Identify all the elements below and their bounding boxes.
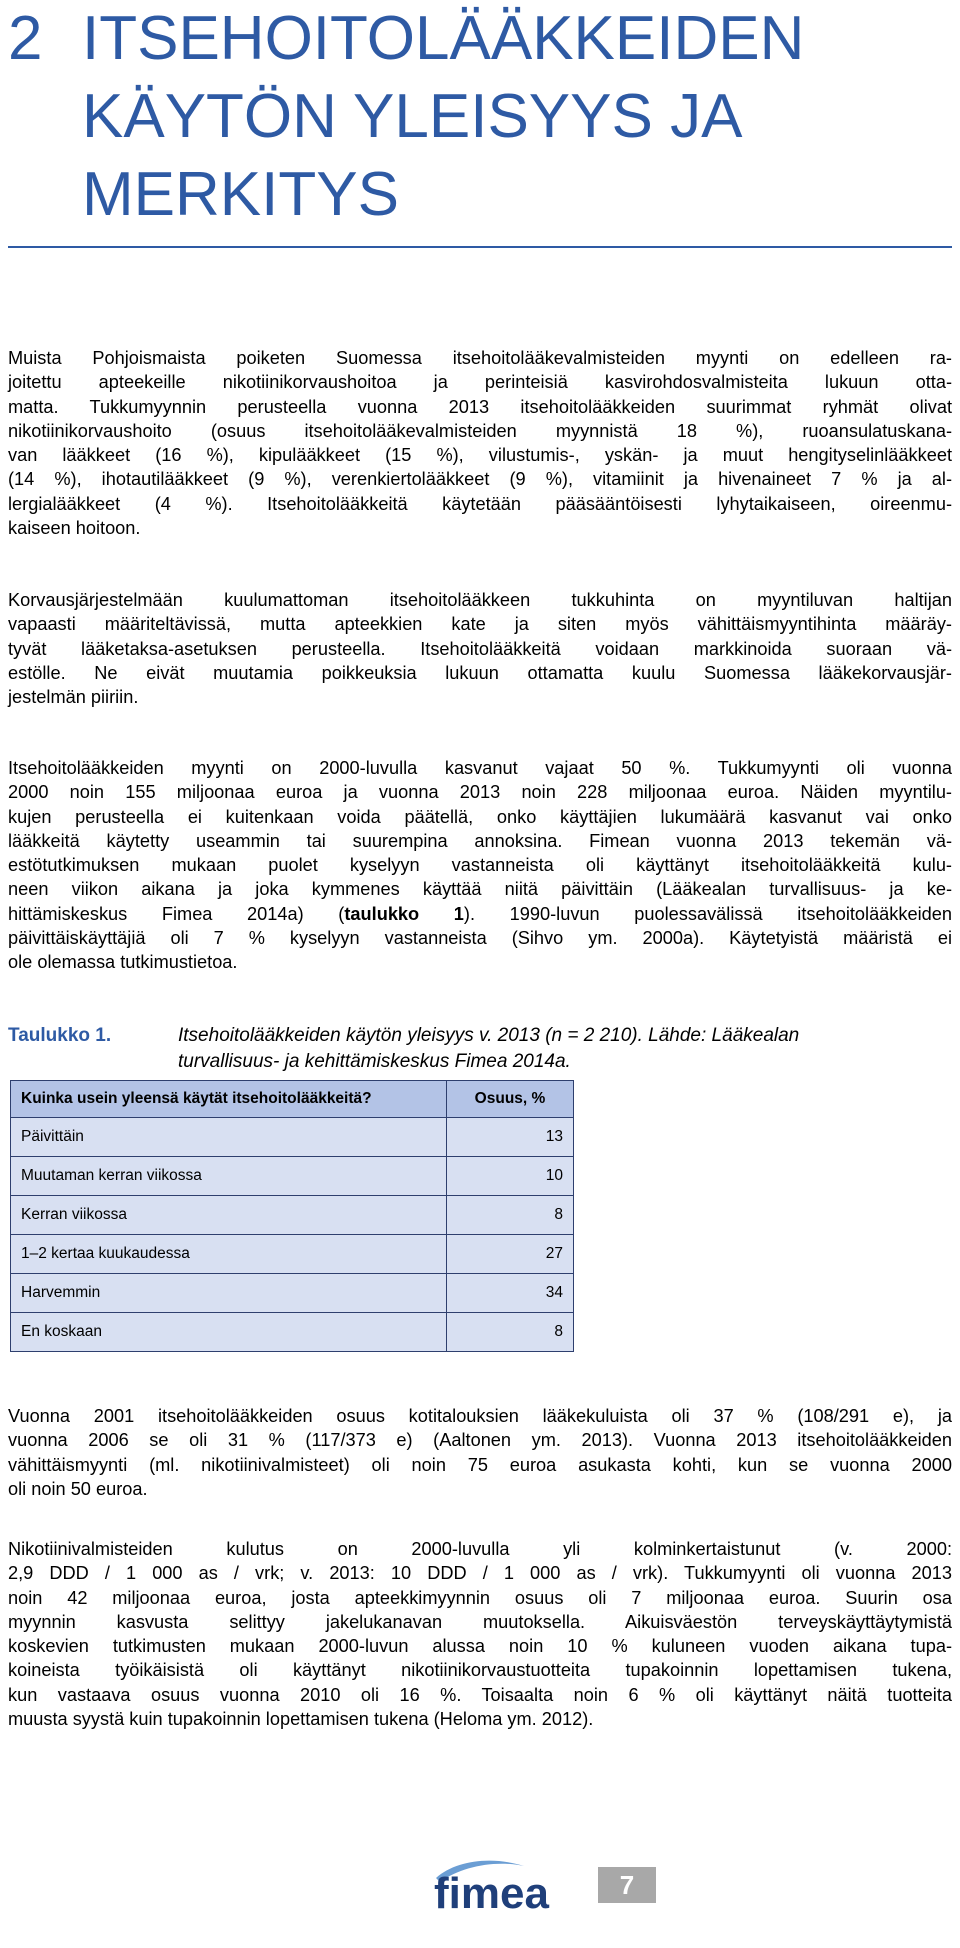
page-number-badge: 7 (598, 1867, 656, 1903)
paragraph-3 (8, 756, 952, 975)
text-line: Nikotiinivalmisteiden kulutus on 2000-luvulla yli kolminkertaistunut (v. 2000: (8, 1539, 952, 1559)
text-line: joitettu apteekeille nikotiinikorvaushoitoa ja perinteisiä kasvirohdosvalmisteita lukuun otta- (8, 372, 952, 393)
table-caption-label: Taulukko 1. (8, 1025, 112, 1046)
text-line: kaiseen hoitoon. (8, 518, 141, 539)
table-cell-label: 1–2 kertaa kuukaudessa (11, 1235, 447, 1274)
table-cell-value: 8 (447, 1313, 574, 1352)
paragraph-5 (8, 1537, 952, 1731)
text-line: kun vastaava osuus vuonna 2010 oli 16 %. Toisaalta noin 6 % oli käyttänyt näitä tuotteita (8, 1684, 952, 1705)
text-line: Korvausjärjestelmään kuulumattoman itsehoitolääkkeen tukkuhinta on myyntiluvan haltijan (8, 590, 952, 610)
text-line: Muista Pohjoismaista poiketen Suomessa itsehoitolääkevalmisteiden myynti on edelleen ra- (8, 348, 952, 368)
text-line: estötutkimuksen mukaan puolet kyselyyn vastanneista oli käyttänyt itsehoitolääkkeitä kulu- (8, 855, 952, 876)
paragraph-2 (8, 588, 952, 709)
heading-divider (8, 246, 952, 248)
text-line: vapaasti määriteltävissä, mutta apteekkien kate ja siten myös vähittäismyyntihinta määräy- (8, 614, 952, 635)
table-row (11, 1313, 574, 1352)
text-line: lergialääkkeet (4 %). Itsehoitolääkkeitä käytetään pääsääntöisesti lyhytaikaiseen, oireenmu- (8, 493, 952, 514)
table-row (11, 1196, 574, 1235)
text-line: estölle. Ne eivät muutamia poikkeuksia lukuun ottamatta kuulu Suomessa lääkekorvausjär- (8, 662, 952, 683)
table-row (11, 1157, 574, 1196)
text-line: oli noin 50 euroa. (8, 1478, 148, 1499)
text-line: jestelmän piiriin. (8, 687, 139, 708)
table-cell-label: En koskaan (11, 1313, 447, 1352)
text-line: matta. Tukkumyynnin perusteella vuonna 2013 itsehoitolääkkeiden suurimmat ryhmät olivat (8, 396, 952, 417)
chapter-title-line: MERKITYS (82, 160, 399, 229)
table-cell-value: 34 (447, 1274, 574, 1313)
table-header-share: Osuus, % (447, 1081, 574, 1118)
text-line: noin 42 miljoonaa euroa, josta apteekkimyynnin osuus oli 7 miljoonaa euroa. Suurin osa (8, 1587, 952, 1608)
table-cell-value: 8 (447, 1196, 574, 1235)
table-caption-text (178, 1023, 948, 1075)
text-fragment: ). 1990-luvun puolessavälissä itsehoitolääkkeiden (463, 903, 952, 924)
text-line: van lääkkeet (16 %), kipulääkkeet (15 %), vilustumis-, yskän- ja muut hengityselinlääkkeet (8, 445, 952, 466)
text-line: nikotiinikorvaushoito (osuus itsehoitolääkevalmisteiden myynnistä 18 %), ruoansulatuskana- (8, 420, 952, 441)
table-cell-value: 13 (447, 1118, 574, 1157)
paragraph-1 (8, 346, 952, 540)
text-line: 2,9 DDD / 1 000 as / vrk; v. 2013: 10 DDD / 1 000 as / vrk). Tukkumyynti oli vuonna 2013 (8, 1563, 952, 1584)
text-line-with-ref (8, 902, 952, 926)
table-header-row (11, 1081, 574, 1118)
usage-frequency-table (10, 1080, 574, 1352)
text-line: Vuonna 2001 itsehoitolääkkeiden osuus kotitalouksien lääkekuluista oli 37 % (108/291 e), ja (8, 1406, 952, 1426)
table-reference: taulukko 1 (344, 903, 464, 924)
text-line: Itsehoitolääkkeiden myynti on 2000-luvulla kasvanut vajaat 50 %. Tukkumyynti oli vuonna (8, 758, 952, 778)
table-cell-label: Muutaman kerran viikossa (11, 1157, 447, 1196)
table-row (11, 1274, 574, 1313)
text-line: vähittäismyynti (ml. nikotiinivalmisteet) oli noin 75 euroa asukasta kohti, kun se vuonna 2000 (8, 1454, 952, 1475)
text-line: tyvät lääketaksa-asetuksen perusteella. Itsehoitolääkkeitä voidaan markkinoida suoraan vä- (8, 638, 952, 659)
text-line: (14 %), ihotautilääkkeet (9 %), verenkiertolääkkeet (9 %), vitamiinit ja hivenaineet 7 % ja al- (8, 469, 952, 490)
text-line: 2000 noin 155 miljoonaa euroa ja vuonna 2013 noin 228 miljoonaa euroa. Näiden myyntilu- (8, 782, 952, 803)
fimea-logo-text: fimea (434, 1869, 549, 1916)
text-fragment: hittämiskeskus Fimea 2014a) ( (8, 903, 345, 924)
paragraph-4 (8, 1404, 952, 1501)
text-line: vuonna 2006 se oli 31 % (117/373 e) (Aaltonen ym. 2013). Vuonna 2013 itsehoitolääkkeiden (8, 1430, 952, 1451)
caption-line: turvallisuus- ja kehittämiskeskus Fimea 2014a. (178, 1051, 571, 1072)
text-line: koskevien tutkimusten mukaan 2000-luvun alussa noin 10 % kuluneen vuoden aikana tupa- (8, 1636, 952, 1657)
chapter-title-line: ITSEHOITOLÄÄKKEIDEN (82, 4, 805, 73)
table-cell-value: 27 (447, 1235, 574, 1274)
fimea-logo (432, 1856, 568, 1916)
table-row (11, 1118, 574, 1157)
text-line: lääkkeitä käytetty useammin tai suurempina annoksina. Fimean vuonna 2013 tekemän vä- (8, 830, 952, 851)
table-cell-value: 10 (447, 1157, 574, 1196)
text-line: päivittäiskäyttäjiä oli 7 % kyselyyn vastanneista (Sihvo ym. 2000a). Käytetyistä määristä ei (8, 928, 952, 949)
chapter-title (82, 0, 942, 234)
text-line: koineista työikäisistä oli käyttänyt nikotiinikorvaustuotteita tupakoinnin lopettamisen tukena, (8, 1660, 952, 1681)
table-cell-label: Harvemmin (11, 1274, 447, 1313)
text-line: muusta syystä kuin tupakoinnin lopettamisen tukena (Heloma ym. 2012). (8, 1709, 594, 1730)
chapter-number: 2 (8, 4, 43, 73)
text-line: myynnin kasvusta selittyy jakelukanavan muutoksella. Aikuisväestön terveyskäyttäytymistä (8, 1611, 952, 1632)
caption-line: Itsehoitolääkkeiden käytön yleisyys v. 2013 (n = 2 210). Lähde: Lääkealan (178, 1025, 800, 1046)
table-cell-label: Kerran viikossa (11, 1196, 447, 1235)
text-line: kujen perusteella ei kuitenkaan voida päätellä, onko käyttäjien lukumäärä kasvanut vai onko (8, 806, 952, 827)
text-line: neen viikon aikana ja joka kymmenes käyttää niitä päivittäin (Lääkealan turvallisuus- ja ke- (8, 879, 952, 900)
table-header-question: Kuinka usein yleensä käytät itsehoitolääkkeitä? (11, 1081, 447, 1118)
chapter-title-line: KÄYTÖN YLEISYYS JA (82, 82, 743, 151)
text-line: ole olemassa tutkimustietoa. (8, 952, 238, 973)
table-row (11, 1235, 574, 1274)
table-cell-label: Päivittäin (11, 1118, 447, 1157)
